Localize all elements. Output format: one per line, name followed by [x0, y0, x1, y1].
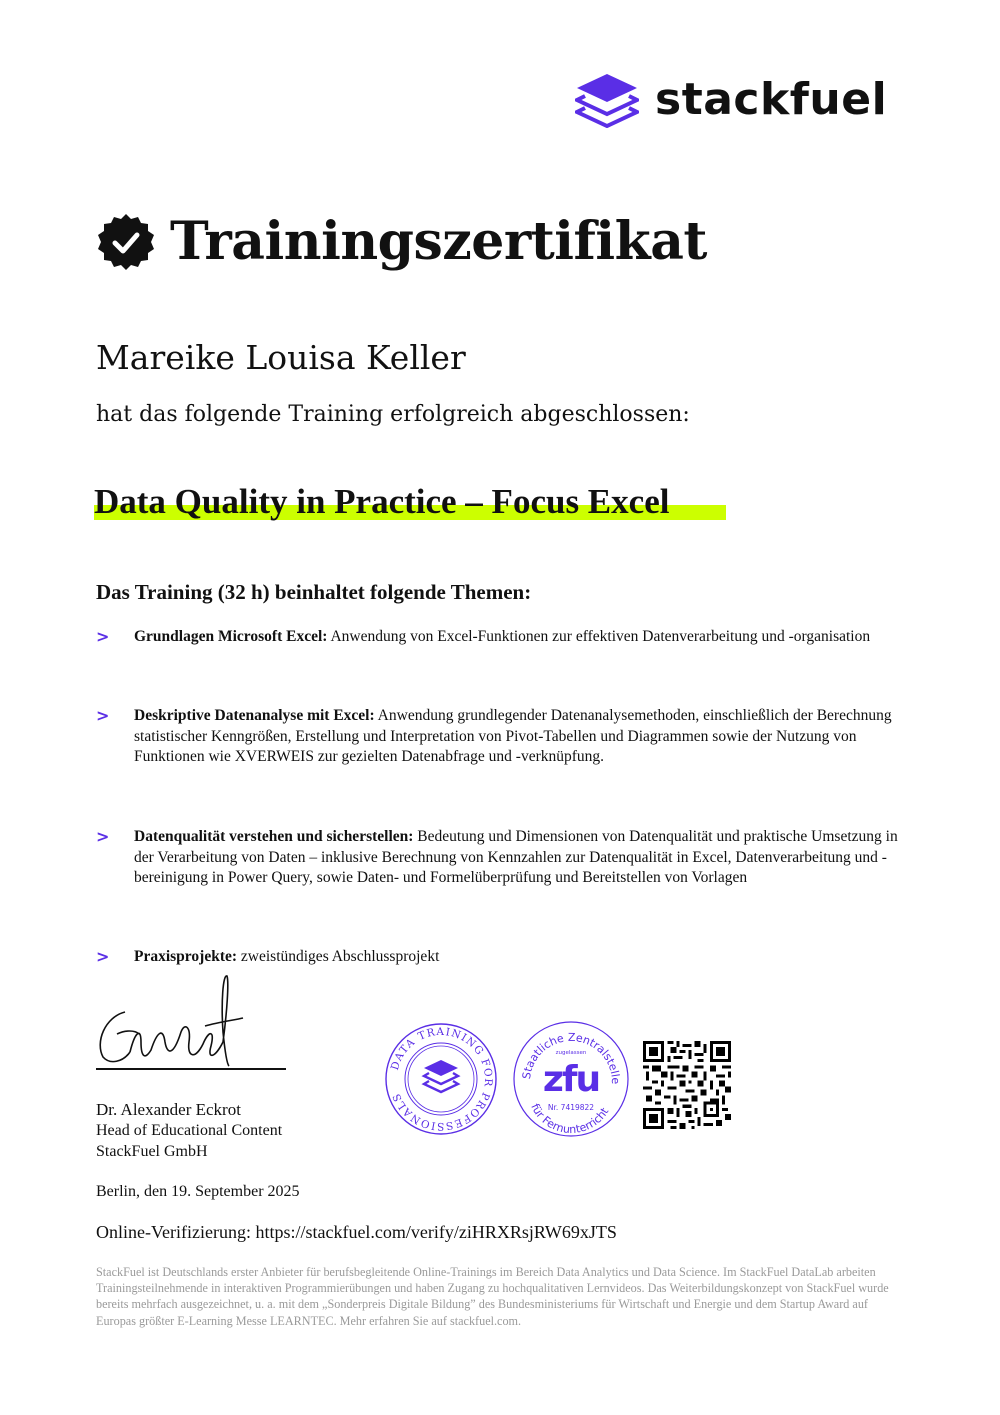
verified-badge-icon — [96, 212, 156, 272]
topics-heading: Das Training (32 h) beinhaltet folgende Themen: — [96, 580, 532, 604]
chevron-right-icon: > — [96, 706, 110, 725]
footer-description: StackFuel ist Deutschlands erster Anbieter für berufsbegleitende Online-Trainings im Bereich Data Analytics und Data Science. Im StackFuel DataLab arbeiten Trainingsteilnehmende in interaktiven Programmierübungen und haben Zugang zu hochqualitativen Lernvideos. Das Weiterbildungskonzept von StackFuel wurde bereits mehrfach ausgezeichnet, u. a. mit dem „Sonderpreis Digitale Bildung” des Bundesministeriums für Wirtschaft und Energie und dem Startup Award auf Europas größter E-Learning Messe LEARNTEC. Mehr erfahren Sie auf stackfuel.com. — [96, 1265, 889, 1328]
topic-item — [96, 947, 906, 968]
chevron-right-icon: > — [96, 947, 110, 966]
stacked-layers-icon — [575, 72, 639, 128]
verification-qr-code[interactable] — [643, 1041, 731, 1129]
signer-role: Head of Educational Content — [96, 1122, 283, 1139]
course-title: Data Quality in Practice – Focus Excel — [94, 482, 670, 521]
signature-line — [96, 1068, 286, 1070]
topic-text: Anwendung grundlegender Datenanalysemethoden, einschließlich der Berechnung statistischer Kenngrößen, Erstellung und Interpretation von Pivot-Tabellen und Diagrammen sowie der Nutzung von Funktionen wie XVERWEIS zur gezielten Datenabfrage und -verknüpfung. — [134, 707, 892, 765]
chevron-right-icon: > — [96, 827, 110, 846]
course-title-block — [94, 482, 669, 522]
signer-company: StackFuel GmbH — [96, 1143, 208, 1160]
place-date: Berlin, den 19. September 2025 — [96, 1183, 300, 1200]
svg-text:zfu: zfu — [542, 1059, 600, 1100]
topic-text: Bedeutung und Dimensionen von Datenqualität und praktische Umsetzung in der Verarbeitung von Daten – inklusive Berechnung von Kennzahlen zur Datenqualität in Excel, Datenverarbeitung und -bereinigung in Power Query, sowie Daten- und Formelüberprüfung und Bereitstellen von Vorlagen — [134, 828, 898, 886]
topic-label: Deskriptive Datenanalyse mit Excel: — [134, 707, 375, 724]
logo-wordmark: stackfuel — [655, 74, 888, 125]
topic-label: Grundlagen Microsoft Excel: — [134, 628, 328, 645]
svg-text:Staatliche Zentralstelle: Staatliche Zentralstelle — [520, 1030, 623, 1085]
recipient-name: Mareike Louisa Keller — [96, 338, 466, 377]
topic-label: Praxisprojekte: — [134, 948, 238, 965]
verification-label: Online-Verifizierung: — [96, 1222, 256, 1242]
stackfuel-logo — [575, 72, 887, 128]
chevron-right-icon: > — [96, 627, 110, 646]
topic-text: zweistündiges Abschlussprojekt — [237, 948, 440, 965]
svg-text:zugelassen: zugelassen — [555, 1050, 587, 1056]
svg-text:DATA TRAINING FOR PROFESSIONAL: DATA TRAINING FOR PROFESSIONALS — [388, 1025, 495, 1133]
svg-text:Nr. 7419822: Nr. 7419822 — [547, 1103, 595, 1112]
topic-item — [96, 627, 906, 648]
certificate-title-row — [96, 212, 707, 272]
verification-link[interactable]: https://stackfuel.com/verify/ziHRXRsjRW69xJTS — [255, 1222, 617, 1242]
zfu-seal-icon — [512, 1020, 630, 1138]
topic-item — [96, 706, 906, 768]
topic-text: Anwendung von Excel-Funktionen zur effektiven Datenverarbeitung und -organisation — [327, 628, 871, 645]
signer-name: Dr. Alexander Eckrot — [96, 1100, 241, 1119]
topic-item — [96, 827, 906, 889]
topic-label: Datenqualität verstehen und sicherstellen: — [134, 828, 414, 845]
online-verification — [96, 1222, 617, 1243]
signer-block — [96, 1099, 282, 1162]
data-training-seal-icon — [384, 1022, 498, 1136]
page-title: Trainingszertifikat — [170, 211, 707, 272]
completion-statement: hat das folgende Training erfolgreich abgeschlossen: — [96, 402, 690, 427]
svg-text:für Fernunterricht: für Fernunterricht — [528, 1101, 612, 1137]
signature-image — [95, 972, 287, 1070]
